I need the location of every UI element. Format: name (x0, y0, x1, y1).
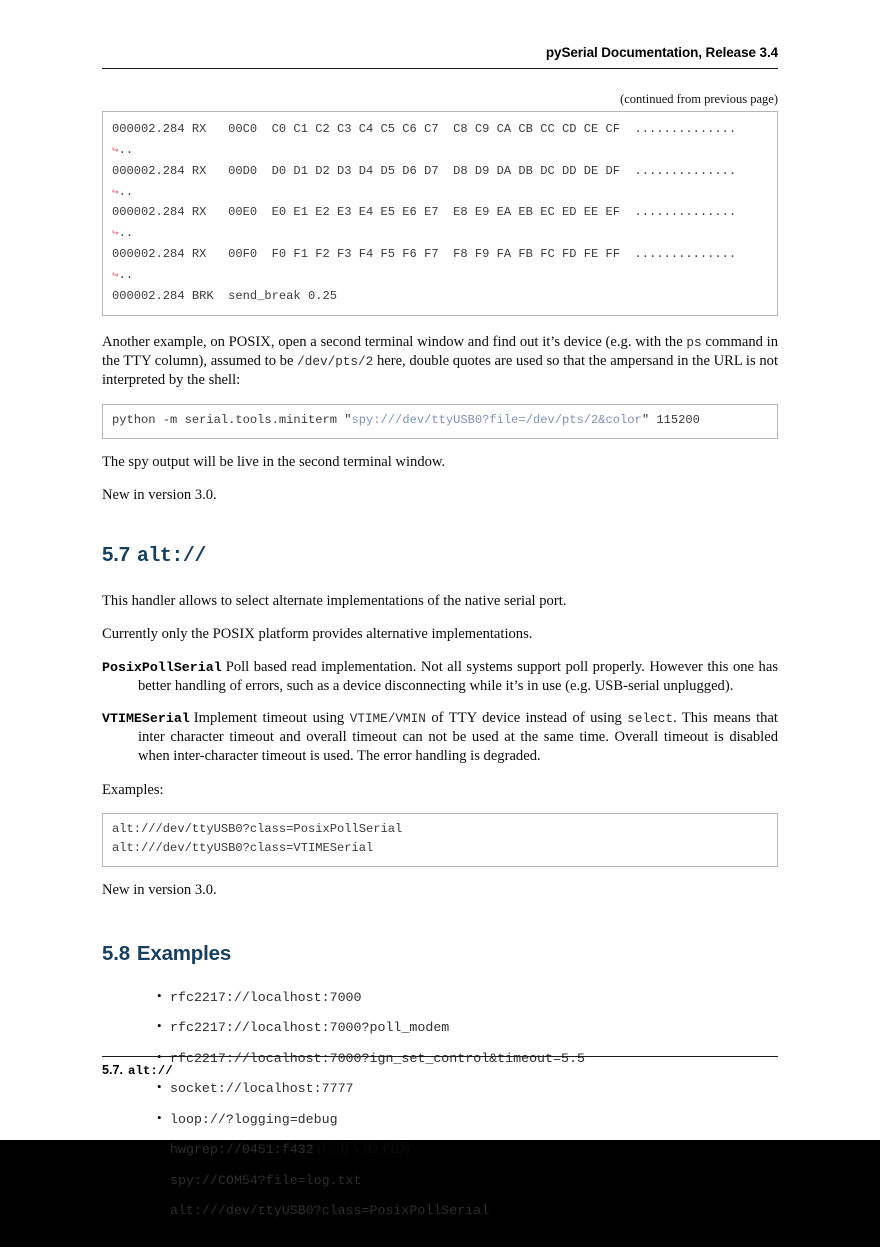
page-footer (102, 1056, 778, 1078)
example-url: loop://?logging=debug (170, 1111, 338, 1127)
quote-close: " (641, 412, 650, 427)
url-string: spy:///dev/ttyUSB0?file=/dev/pts/2&color (351, 412, 642, 427)
list-item (157, 1018, 778, 1036)
definition-term: VTIMESerial (102, 711, 190, 727)
definition-description: Poll based read implementation. Not all systems support poll properly. However this one has better handling of errors, such as a device disconnecting while it’s in use (e.g. USB-serial unplugged). (138, 658, 778, 695)
text-fragment: command in the TTY column), assumed to be (102, 333, 778, 369)
inline-code-select: select (627, 711, 673, 727)
continuation-arrow-icon: ↪ (112, 144, 119, 157)
paragraph-posix-example (102, 333, 778, 390)
bullet-icon: • (157, 1018, 162, 1034)
footer-section-title: alt:// (128, 1064, 173, 1078)
example-url: hwgrep://0451:f432 (170, 1142, 314, 1158)
section-number: 5.8 (102, 941, 130, 965)
definition-posixpollserial (102, 658, 778, 696)
continuation-dots: .. (118, 142, 134, 157)
example-url: spy://COM54?file=log.txt (170, 1172, 362, 1188)
inline-code-vtime: VTIME (349, 711, 388, 727)
alt-examples-code-block (102, 813, 778, 867)
quote-open: " (344, 412, 352, 427)
command-prefix: python -m serial.tools.miniterm (112, 412, 345, 427)
section-heading-alt (102, 543, 778, 568)
alt-example-line: alt:///dev/ttyUSB0?class=PosixPollSerial (112, 821, 403, 836)
definition-vtimeserial (102, 709, 778, 766)
bullet-icon: • (157, 1109, 162, 1125)
header-title: pySerial Documentation, Release 3.4 (545, 45, 778, 60)
continuation-dots: .. (118, 267, 134, 282)
list-item (157, 1109, 778, 1128)
log-line: 000002.284 RX 00F0 F0 F1 F2 F3 F4 F5 F6 F7 F8 F9 FA FB FC FD FE FF .............. (112, 247, 737, 262)
log-continuation (112, 140, 768, 161)
example-url: socket://localhost:7777 (170, 1081, 354, 1097)
section-heading-examples (102, 942, 778, 966)
examples-label: Examples: (102, 781, 164, 798)
example-url: alt:///dev/ttyUSB0?class=PosixPollSerial (170, 1203, 490, 1219)
text-fragment: here, double quotes are used so that the ampersand in the URL is not interpreted by the shell: (102, 352, 778, 388)
inline-code-ps: ps (686, 334, 702, 350)
bullet-icon: • (157, 1170, 162, 1186)
new-in-version-note-2: New in version 3.0. (102, 881, 217, 898)
example-url: rfc2217://localhost:7000 (170, 989, 362, 1005)
paragraph-spy-output: The spy output will be live in the second terminal window. (102, 453, 446, 470)
list-item (157, 1201, 778, 1219)
header-rule (102, 68, 778, 69)
bullet-icon: • (157, 1048, 162, 1064)
example-url: rfc2217://localhost:7000?poll_modem (170, 1020, 450, 1036)
inline-code-devpts: /dev/pts/2 (297, 353, 374, 369)
text-fragment: . This means that inter character timeout and overall timeout can not be used at the same time. Overall timeout is disabled when inter-character timeout is used. The error handling is degraded. (138, 710, 778, 765)
list-item (157, 987, 778, 1006)
example-url-list (102, 988, 778, 1220)
continuation-dots: .. (118, 226, 134, 241)
continuation-arrow-icon: ↪ (112, 269, 119, 282)
bullet-icon: • (157, 1201, 162, 1217)
example-note: (USB VID:PID) (313, 1141, 410, 1158)
paragraph-handler-description: This handler allows to select alternate implementations of the native serial port. (102, 592, 567, 609)
log-line: 000002.284 RX 00E0 E0 E1 E2 E3 E4 E5 E6 E7 E8 E9 EA EB EC ED EE EF .............. (112, 205, 737, 220)
implementations-definition-list (102, 658, 778, 767)
paragraph-posix-only: Currently only the POSIX platform provides alternative implementations. (102, 625, 533, 642)
footer-section-number: 5.7. (102, 1063, 124, 1077)
list-item (157, 1079, 778, 1097)
bullet-icon: • (157, 987, 162, 1003)
text-fragment: of TTY device instead of using (425, 710, 628, 727)
continuation-arrow-icon: ↪ (112, 228, 119, 241)
log-line: 000002.284 BRK send_break 0.25 (112, 288, 337, 303)
footer-section-reference (102, 1063, 778, 1078)
footer-rule (102, 1056, 778, 1057)
bullet-icon: • (157, 1140, 162, 1156)
example-url: rfc2217://localhost:7000?ign_set_control&timeout=5.5 (170, 1050, 585, 1066)
baudrate: 115200 (649, 412, 700, 427)
log-continuation (112, 265, 768, 286)
alt-example-line: alt:///dev/ttyUSB0?class=VTIMESerial (112, 841, 374, 856)
list-item (157, 1170, 778, 1189)
miniterm-command-code-block (102, 404, 778, 439)
section-title: Examples (136, 941, 232, 965)
inline-code-vmin: VMIN (395, 711, 426, 727)
continuation-dots: .. (118, 184, 134, 199)
log-line: 000002.284 RX 00D0 D0 D1 D2 D3 D4 D5 D6 D7 D8 D9 DA DB DC DD DE DF .............. (112, 163, 737, 178)
inline-code-separator: / (387, 711, 396, 727)
section-title: alt:// (136, 544, 206, 568)
running-header (102, 0, 778, 69)
miniterm-command-line (112, 411, 768, 431)
definition-term: PosixPollSerial (102, 659, 222, 675)
text-fragment: Another example, on POSIX, open a second terminal window and find out it’s device (e.g. with the (102, 333, 687, 350)
log-continuation (112, 182, 768, 203)
page-content (102, 0, 778, 1220)
log-line: 000002.284 RX 00C0 C0 C1 C2 C3 C4 C5 C6 C7 C8 C9 CA CB CC CD CE CF .............. (112, 122, 737, 136)
log-continuation (112, 223, 768, 244)
bullet-icon: • (157, 1079, 162, 1095)
new-in-version-note-1: New in version 3.0. (102, 486, 217, 503)
section-number: 5.7 (102, 542, 130, 566)
serial-log-code-block (102, 111, 778, 316)
continued-from-previous-page-note: (continued from previous page) (620, 92, 778, 106)
continuation-arrow-icon: ↪ (112, 186, 119, 199)
text-fragment: Implement timeout using (193, 710, 350, 727)
list-item (157, 1140, 778, 1158)
